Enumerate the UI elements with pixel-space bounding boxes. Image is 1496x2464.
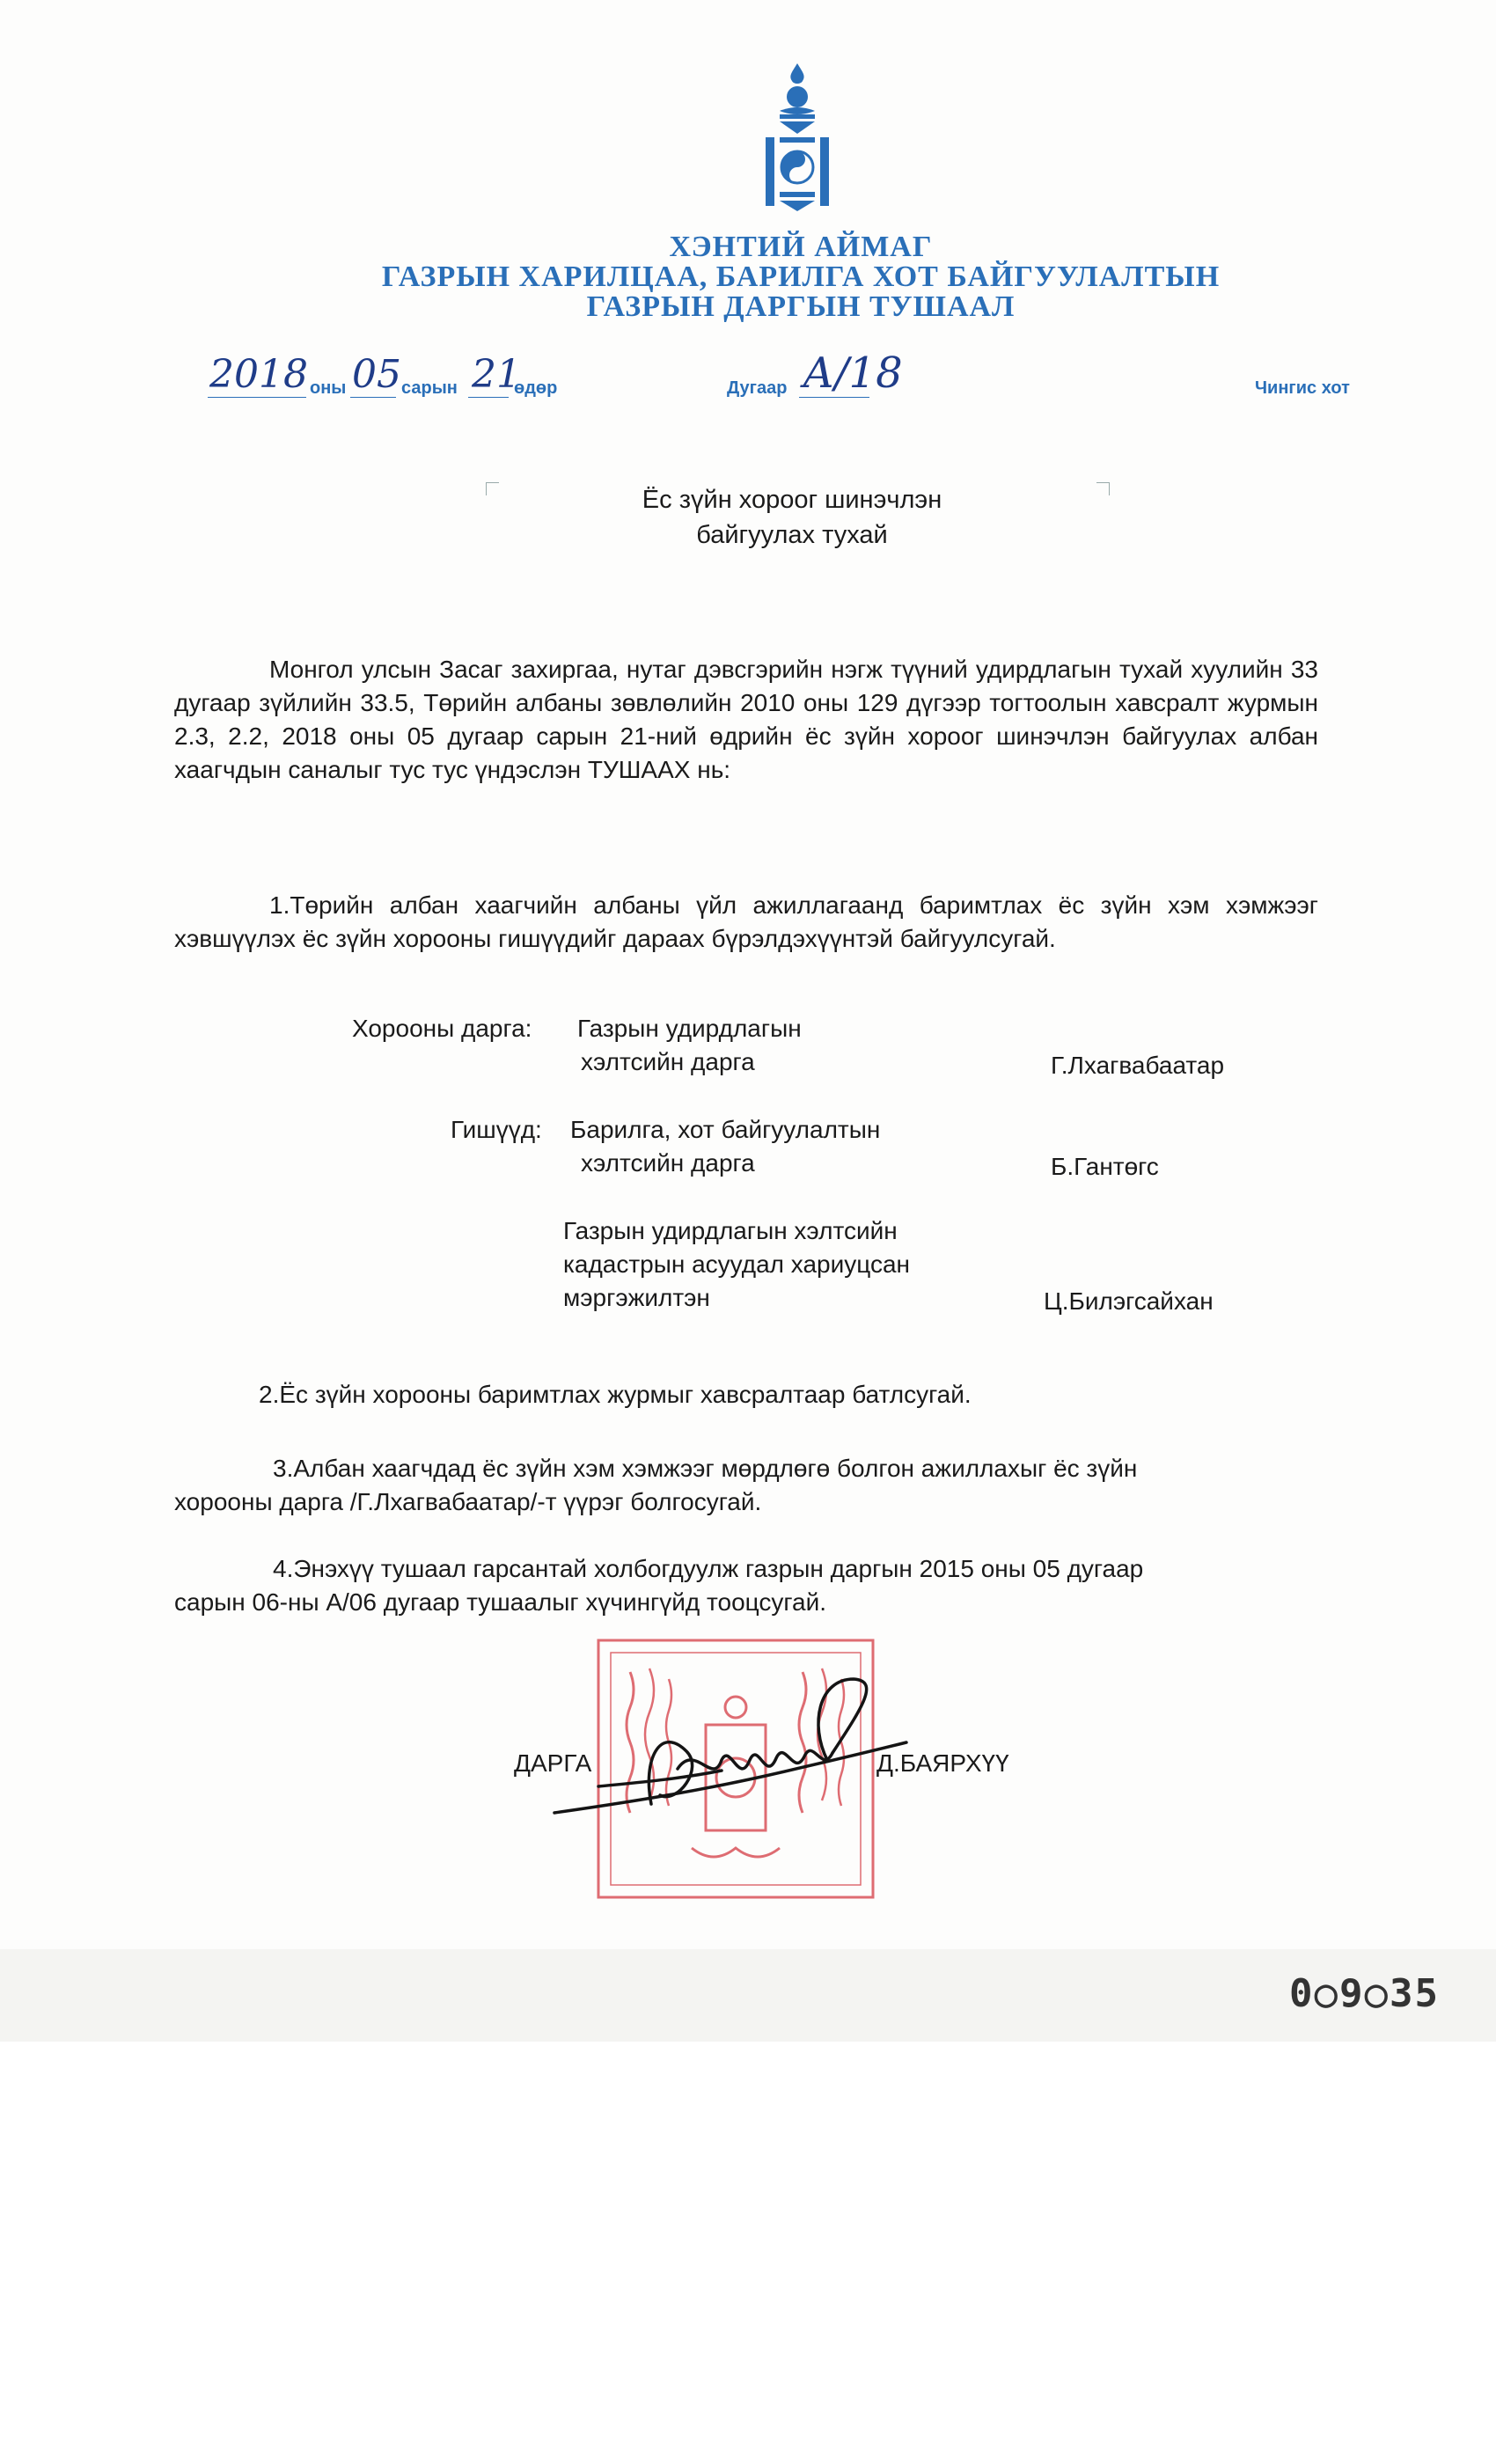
member2-title-1: Газрын удирдлагын хэлтсийн xyxy=(563,1217,898,1244)
clause-1: 1.Төрийн албан хаагчийн албаны үйл ажиллагаанд баримтлах ёс зүйн хэм хэмжээг хэвшүүлэх ёс зүйн хорооны гишүүдийг дараах бүрэлдэхүүнтэй байгуулсугай. xyxy=(174,891,1318,952)
signatory-name: Д.БАЯРХҮҮ xyxy=(876,1749,1009,1777)
member2-title-2: кадастрын асуудал хариуцсан xyxy=(563,1250,911,1278)
member2-title-3: мэргэжилтэн xyxy=(563,1284,710,1311)
member1-name: Б.Гантөгс xyxy=(1051,1153,1159,1180)
document-number: 0○9○35 xyxy=(1289,1971,1440,2016)
subject xyxy=(572,482,1012,553)
month-suffix: сарын xyxy=(401,378,458,398)
scan-bottom-edge xyxy=(0,1949,1496,2042)
year-suffix: оны xyxy=(310,378,347,398)
underline xyxy=(468,397,509,398)
soyombo-emblem-icon xyxy=(753,60,841,218)
underline xyxy=(208,397,306,398)
date-year: 2018 xyxy=(209,352,308,397)
member1-title-1: Барилга, хот байгуулалтын xyxy=(570,1116,881,1143)
city: Чингис хот xyxy=(1255,378,1350,398)
header-line-2: ГАЗРЫН ХАРИЛЦАА, БАРИЛГА ХОТ БАЙГУУЛАЛТЫН xyxy=(381,260,1221,293)
chair-name: Г.Лхагвабаатар xyxy=(1051,1052,1225,1079)
signatory-title: ДАРГА xyxy=(514,1749,592,1777)
members-label: Гишүүд: xyxy=(451,1116,542,1143)
clause-3-line-2: хорооны дарга /Г.Лхагвабаатар/-т үүрэг болгосугай. xyxy=(174,1488,762,1515)
corner-mark xyxy=(1096,482,1110,495)
header-line-1: ХЭНТИЙ АЙМАГ xyxy=(669,231,933,263)
chair-title-2: хэлтсийн дарга xyxy=(581,1048,755,1075)
date-day: 21 xyxy=(472,352,521,397)
number-label: Дугаар xyxy=(727,378,788,398)
header-line-3: ГАЗРЫН ДАРГЫН ТУШААЛ xyxy=(586,290,1016,323)
subject-line-1: Ёс зүйн хороог шинэчлэн xyxy=(642,486,942,514)
clause-3-line-1: 3.Албан хаагчдад ёс зүйн хэм хэмжээг мөрдлөгө болгон ажиллахыг ёс зүйн xyxy=(273,1455,1138,1482)
clause-4-line-2: сарын 06-ны А/06 дугаар тушаалыг хүчингүйд тооцсугай. xyxy=(174,1588,826,1616)
clause-2: 2.Ёс зүйн хорооны баримтлах журмыг хавсралтаар батлсугай. xyxy=(259,1381,972,1408)
subject-line-2: байгуулах тухай xyxy=(696,521,888,549)
date-month: 05 xyxy=(352,352,401,397)
chair-label: Хорооны дарга: xyxy=(352,1015,532,1042)
order-number: А/18 xyxy=(803,348,903,398)
day-suffix: өдөр xyxy=(514,378,558,398)
underline xyxy=(799,397,869,398)
chair-title-1: Газрын удирдлагын xyxy=(577,1015,802,1042)
handwritten-signature xyxy=(546,1672,915,1839)
corner-mark xyxy=(486,482,499,495)
member2-name: Ц.Билэгсайхан xyxy=(1044,1287,1214,1315)
member1-title-2: хэлтсийн дарга xyxy=(581,1149,755,1177)
underline xyxy=(350,397,396,398)
preamble: Монгол улсын Засаг захиргаа, нутаг дэвсгэрийн нэгж түүний удирдлагын тухай хуулийн 33 дугаар зүйлийн 33.5, Төрийн албаны зөвлөлийн 2010 оны 129 дүгээр тогтоолын хавсралт журмын 2.3, 2.2, 2018 оны 05 дугаар сарын 21-ний өдрийн ёс зүйн хороог шинэчлэн байгуулах албан хаагчдын саналыг тус тус үндэслэн ТУШААХ нь: xyxy=(174,656,1318,783)
clause-4-line-1: 4.Энэхүү тушаал гарсантай холбогдуулж газрын даргын 2015 оны 05 дугаар xyxy=(273,1555,1144,1582)
